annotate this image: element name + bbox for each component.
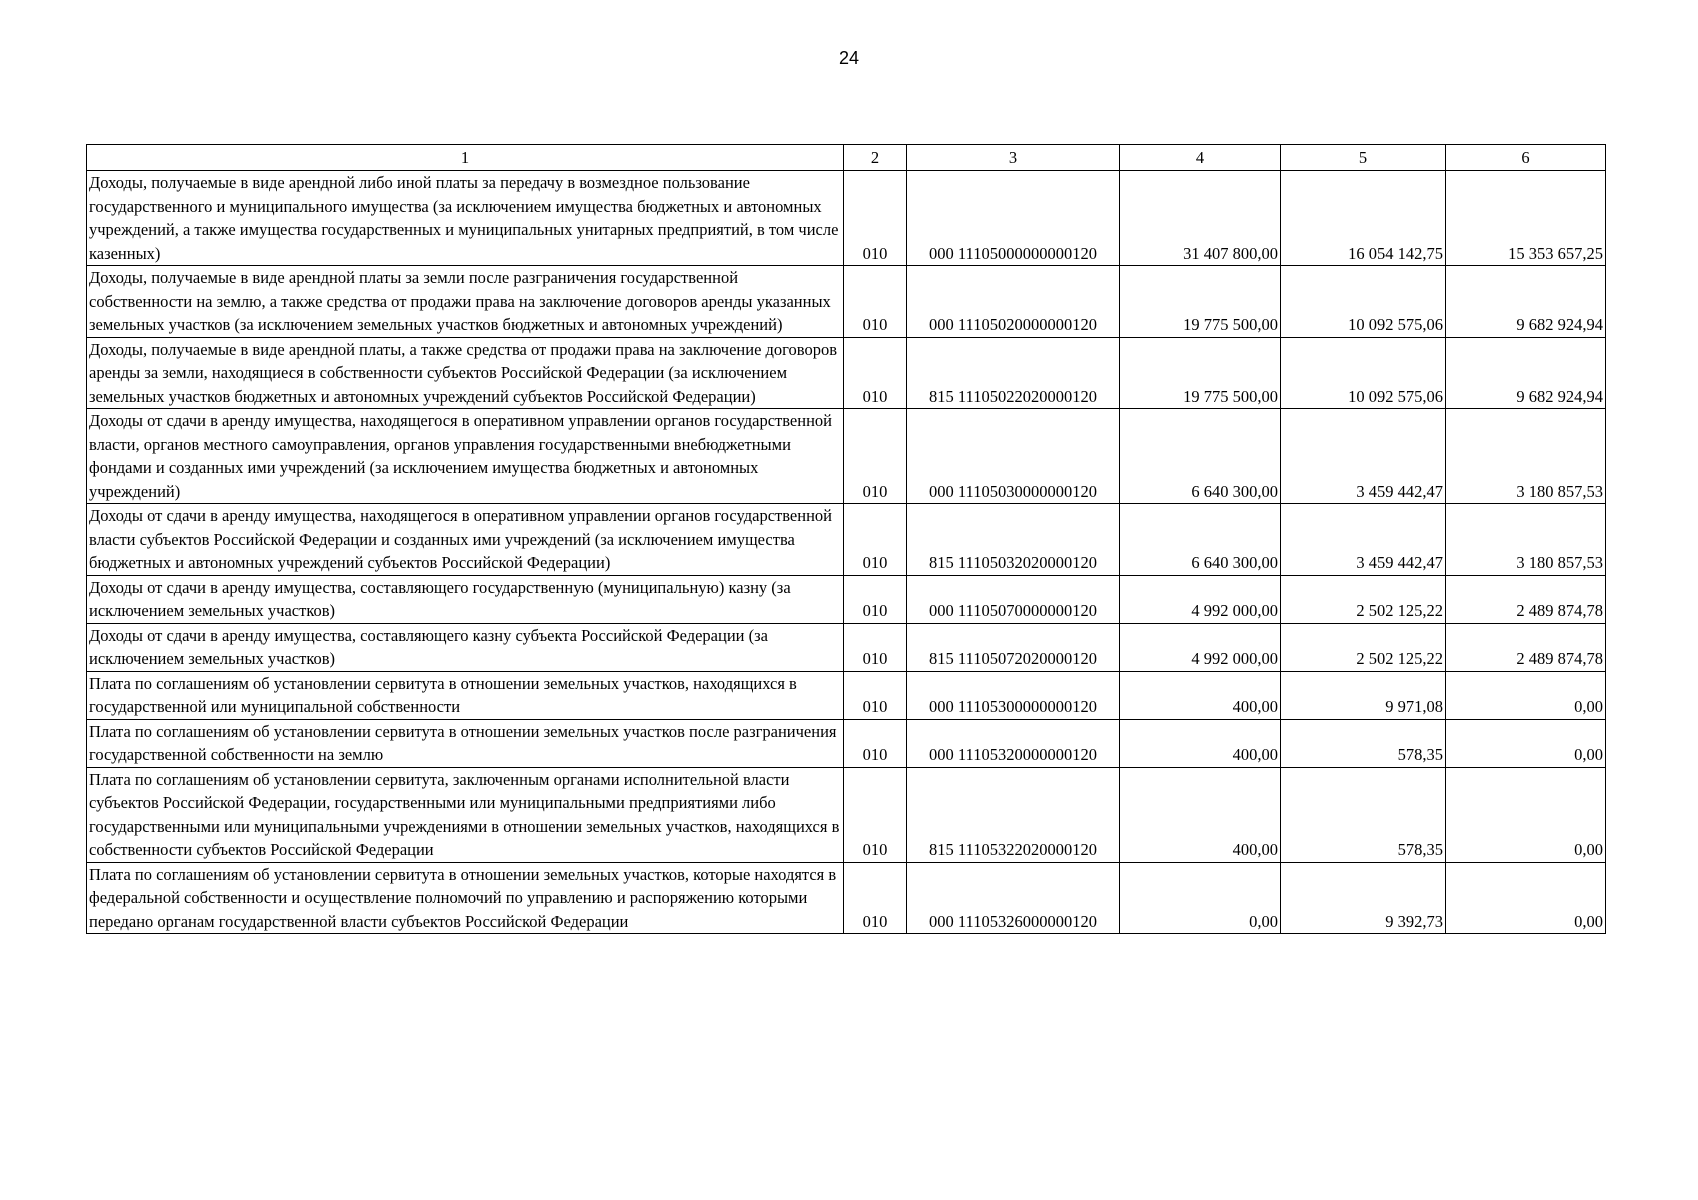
row-description: Доходы от сдачи в аренду имущества, составляющего казну субъекта Российской Федерации (за исключением земельных участков) (87, 623, 844, 671)
row-executed-amount: 16 054 142,75 (1281, 171, 1446, 266)
row-approved-amount: 19 775 500,00 (1120, 337, 1281, 409)
page-number: 24 (838, 48, 860, 68)
row-line-code: 010 (844, 575, 907, 623)
table-row (87, 767, 1606, 862)
row-line-code: 010 (844, 337, 907, 409)
row-line-code: 010 (844, 171, 907, 266)
row-executed-amount: 2 502 125,22 (1281, 575, 1446, 623)
row-budget-code: 000 11105070000000120 (907, 575, 1120, 623)
table-row (87, 719, 1606, 767)
column-header-3: 3 (907, 145, 1120, 171)
row-approved-amount: 31 407 800,00 (1120, 171, 1281, 266)
row-line-code: 010 (844, 671, 907, 719)
header-row (87, 145, 1606, 171)
row-description: Плата по соглашениям об установлении сервитута в отношении земельных участков после разграничения государственной собственности на землю (87, 719, 844, 767)
row-unexecuted-amount: 0,00 (1446, 719, 1606, 767)
row-approved-amount: 400,00 (1120, 767, 1281, 862)
row-description: Плата по соглашениям об установлении сервитута, заключенным органами исполнительной власти субъектов Российской Федерации, государственными или муниципальными предприятиями либо государственными или муниципальными учреждениями в отношении земельных участков, находящихся в собственности субъектов Российской Федерации (87, 767, 844, 862)
row-budget-code: 815 11105322020000120 (907, 767, 1120, 862)
row-approved-amount: 400,00 (1120, 671, 1281, 719)
row-unexecuted-amount: 0,00 (1446, 671, 1606, 719)
row-line-code: 010 (844, 719, 907, 767)
table-row (87, 409, 1606, 504)
row-approved-amount: 19 775 500,00 (1120, 266, 1281, 338)
row-unexecuted-amount: 0,00 (1446, 862, 1606, 934)
row-unexecuted-amount: 0,00 (1446, 767, 1606, 862)
row-line-code: 010 (844, 767, 907, 862)
row-executed-amount: 2 502 125,22 (1281, 623, 1446, 671)
table-row (87, 171, 1606, 266)
row-description: Доходы от сдачи в аренду имущества, находящегося в оперативном управлении органов государственной власти субъектов Российской Федерации и созданных ими учреждений (за исключением имущества бюджетных и автономных учреждений субъектов Российской Федерации) (87, 504, 844, 576)
table-row (87, 504, 1606, 576)
row-line-code: 010 (844, 266, 907, 338)
table-row (87, 862, 1606, 934)
row-approved-amount: 4 992 000,00 (1120, 623, 1281, 671)
row-unexecuted-amount: 9 682 924,94 (1446, 266, 1606, 338)
row-line-code: 010 (844, 623, 907, 671)
row-budget-code: 815 11105032020000120 (907, 504, 1120, 576)
row-approved-amount: 0,00 (1120, 862, 1281, 934)
row-budget-code: 000 11105326000000120 (907, 862, 1120, 934)
row-unexecuted-amount: 2 489 874,78 (1446, 623, 1606, 671)
row-description: Доходы, получаемые в виде арендной платы, а также средства от продажи права на заключение договоров аренды за земли, находящиеся в собственности субъектов Российской Федерации (за исключением земельных участков бюджетных и автономных учреждений субъектов Российской Федерации) (87, 337, 844, 409)
table-row (87, 671, 1606, 719)
column-header-2: 2 (844, 145, 907, 171)
row-executed-amount: 10 092 575,06 (1281, 337, 1446, 409)
row-budget-code: 000 11105020000000120 (907, 266, 1120, 338)
row-description: Доходы от сдачи в аренду имущества, находящегося в оперативном управлении органов государственной власти, органов местного самоуправления, органов управления государственными внебюджетными фондами и созданных ими учреждений (за исключением имущества бюджетных и автономных учреждений) (87, 409, 844, 504)
row-description: Доходы, получаемые в виде арендной платы за земли после разграничения государственной собственности на землю, а также средства от продажи права на заключение договоров аренды указанных земельных участков (за исключением земельных участков бюджетных и автономных учреждений) (87, 266, 844, 338)
row-executed-amount: 3 459 442,47 (1281, 504, 1446, 576)
row-description: Плата по соглашениям об установлении сервитута в отношении земельных участков, которые находятся в федеральной собственности и осуществление полномочий по управлению и распоряжению которыми передано органам государственной власти субъектов Российской Федерации (87, 862, 844, 934)
table-row (87, 575, 1606, 623)
row-budget-code: 000 11105030000000120 (907, 409, 1120, 504)
row-executed-amount: 9 971,08 (1281, 671, 1446, 719)
row-executed-amount: 578,35 (1281, 767, 1446, 862)
row-approved-amount: 400,00 (1120, 719, 1281, 767)
row-budget-code: 000 11105320000000120 (907, 719, 1120, 767)
row-line-code: 010 (844, 409, 907, 504)
row-line-code: 010 (844, 862, 907, 934)
report-table (86, 144, 1606, 934)
row-budget-code: 815 11105072020000120 (907, 623, 1120, 671)
column-header-1: 1 (87, 145, 844, 171)
row-unexecuted-amount: 2 489 874,78 (1446, 575, 1606, 623)
row-budget-code: 000 11105300000000120 (907, 671, 1120, 719)
row-executed-amount: 9 392,73 (1281, 862, 1446, 934)
row-description: Плата по соглашениям об установлении сервитута в отношении земельных участков, находящихся в государственной или муниципальной собственности (87, 671, 844, 719)
row-unexecuted-amount: 3 180 857,53 (1446, 409, 1606, 504)
row-unexecuted-amount: 15 353 657,25 (1446, 171, 1606, 266)
column-header-6: 6 (1446, 145, 1606, 171)
row-budget-code: 815 11105022020000120 (907, 337, 1120, 409)
row-approved-amount: 6 640 300,00 (1120, 504, 1281, 576)
row-unexecuted-amount: 3 180 857,53 (1446, 504, 1606, 576)
row-executed-amount: 3 459 442,47 (1281, 409, 1446, 504)
row-executed-amount: 10 092 575,06 (1281, 266, 1446, 338)
column-header-5: 5 (1281, 145, 1446, 171)
row-unexecuted-amount: 9 682 924,94 (1446, 337, 1606, 409)
table-row (87, 266, 1606, 338)
row-budget-code: 000 11105000000000120 (907, 171, 1120, 266)
row-executed-amount: 578,35 (1281, 719, 1446, 767)
row-description: Доходы от сдачи в аренду имущества, составляющего государственную (муниципальную) казну (за исключением земельных участков) (87, 575, 844, 623)
row-approved-amount: 6 640 300,00 (1120, 409, 1281, 504)
row-description: Доходы, получаемые в виде арендной либо иной платы за передачу в возмездное пользование государственного и муниципального имущества (за исключением имущества бюджетных и автономных учреждений, а также имущества государственных и муниципальных унитарных предприятий, в том числе казенных) (87, 171, 844, 266)
column-header-4: 4 (1120, 145, 1281, 171)
table-row (87, 623, 1606, 671)
row-approved-amount: 4 992 000,00 (1120, 575, 1281, 623)
table-row (87, 337, 1606, 409)
row-line-code: 010 (844, 504, 907, 576)
